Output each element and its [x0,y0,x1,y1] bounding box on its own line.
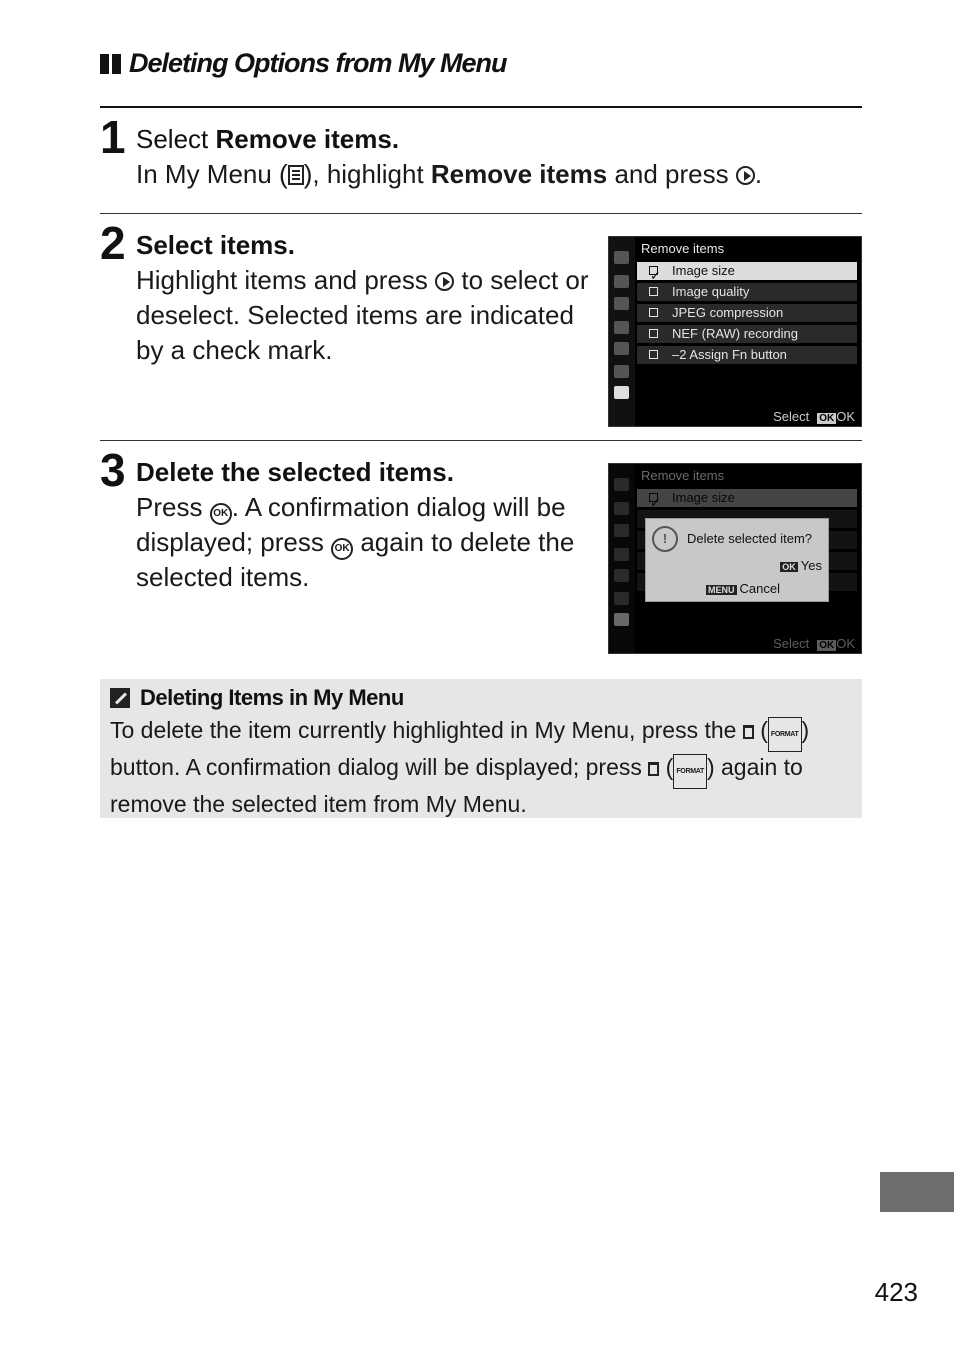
checkbox-icon [649,308,658,317]
my-menu-tab-icon [614,613,629,626]
movie-menu-icon [614,524,629,537]
checkbox-icon [649,350,658,359]
trash-icon [648,762,659,776]
ok-hint: OK [836,409,855,424]
ok-badge-icon: OK [819,413,835,424]
custom-settings-icon [614,548,629,561]
multi-selector-right-icon [435,272,454,291]
step-3-body: Press OK . A confirmation dialog will be displayed; press OK again to delete the selected items. [136,492,575,592]
double-bar-bullet-icon [100,54,121,74]
my-menu-tab-icon [614,386,629,399]
checkbox-checked-icon: ✓ [650,268,661,283]
dialog-cancel-option[interactable]: MENU Cancel [708,581,780,596]
checkbox-icon [649,329,658,338]
ok-hint: OK [836,636,855,651]
format-button-icon: FORMAT [673,754,707,789]
list-item: –2 Assign Fn button [637,346,857,364]
chapter-tab-marker [880,1172,954,1212]
section-title-text: Deleting Options from My Menu [129,48,507,78]
step-2-body: Highlight items and press to select or deselect. Selected items are indicated by a check mark. [136,265,589,365]
camera-screen-delete-confirm [608,463,862,654]
playback-menu-icon [614,478,629,491]
ok-button-icon: OK [210,503,232,525]
section-title [100,48,507,79]
step-1-body: In My Menu ( ), highlight Remove items and press . [136,159,763,189]
step-1-heading: Select Remove items. [136,124,400,154]
retouch-menu-icon [614,365,629,378]
screen-title: Remove items [641,241,725,256]
ok-badge-icon: OK [782,562,796,572]
confirm-dialog [645,518,829,602]
trash-icon [743,725,754,739]
page-number: 423 [874,1277,918,1307]
step-number-3: 3 [100,444,126,496]
setup-menu-icon [614,342,629,355]
camera-menu-icon [614,502,629,515]
menu-badge-icon: MENU [708,585,735,595]
ok-button-icon: OK [331,538,353,560]
camera-menu-icon [614,275,629,288]
step-number-1: 1 [100,111,126,163]
checkbox-icon [649,287,658,296]
pencil-note-icon [110,688,130,708]
list-item: ✓ Image size [637,262,857,280]
step-divider [100,440,862,441]
format-button-icon: FORMAT [768,717,802,752]
dialog-yes-option[interactable]: OK Yes [782,558,822,573]
screen-title: Remove items [641,468,725,483]
list-item: Image quality [637,283,857,301]
note-box [100,679,862,818]
setup-menu-icon [614,569,629,582]
section-rule [100,106,862,108]
step-divider [100,213,862,214]
note-body: To delete the item currently highlighted in My Menu, press the ( FORMAT ) button. A confirmation dialog will be displayed; press ( FORMAT ) again to remove the selected item from My Menu. [110,717,810,817]
camera-screen-remove-items [608,236,862,427]
warning-icon: ! [652,526,678,552]
list-item: JPEG compression [637,304,857,322]
select-hint: Select [773,409,810,424]
step-3-heading: Delete the selected items. [136,457,454,487]
step-number-2: 2 [100,217,126,269]
checkbox-checked-icon: ✓ [650,495,661,510]
select-hint: Select [773,636,810,651]
step-2-heading: Select items. [136,230,295,260]
retouch-menu-icon [614,592,629,605]
note-title: Deleting Items in My Menu [110,685,852,711]
list-item: NEF (RAW) recording [637,325,857,343]
screen-footer [773,636,855,651]
movie-menu-icon [614,297,629,310]
playback-menu-icon [614,251,629,264]
screen-footer [773,409,855,424]
my-menu-icon [288,165,304,185]
multi-selector-right-icon [736,166,755,185]
list-item: ✓ Image size [637,489,857,507]
custom-settings-icon [614,321,629,334]
ok-badge-icon: OK [819,640,835,651]
dialog-question: Delete selected item? [687,531,813,546]
